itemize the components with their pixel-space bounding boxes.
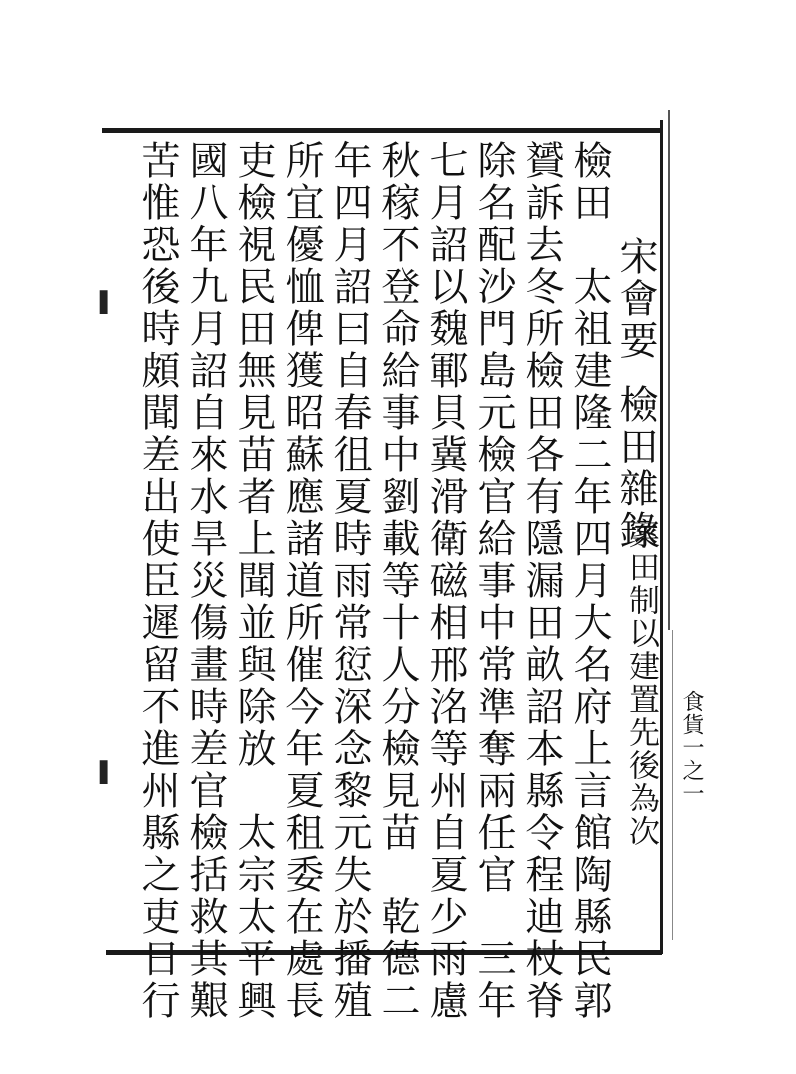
text-column-3: 除名配沙門島元檢官給事中常準奪兩任官 三年 (471, 140, 516, 1022)
outer-right-border-line (668, 110, 670, 630)
fold-label: 食貨一之一 (679, 690, 704, 805)
title-line: 宋會要 (613, 236, 658, 362)
section-subtitle: 案田制以建置先後為次 (623, 518, 659, 848)
text-column-2: 贇訴去冬所檢田各有隱漏田畝詔本縣令程迪杖脊 (519, 140, 564, 1022)
text-column-1: 檢田 太祖建隆二年四月大名府上言館陶縣民郭 (567, 140, 612, 1022)
text-column-6: 年四月詔曰自春徂夏時雨常愆深念黎元失於播殖 (327, 140, 372, 1022)
text-column-5: 秋稼不登命給事中劉載等十人分檢見苗 乾德二 (375, 140, 420, 1022)
section-heading: 檢田雜錄 (613, 384, 658, 552)
top-border-line (102, 128, 662, 133)
margin-ink-mark-lower: ▌ (100, 760, 116, 784)
margin-ink-mark: ▌ (100, 290, 116, 314)
text-column-9: 國八年九月詔自來水旱災傷畫時差官檢括救其艱 (183, 140, 228, 1022)
text-column-4: 七月詔以魏鄆貝冀滑衛磁相邢洺等州自夏少雨慮 (423, 140, 468, 1022)
text-column-10: 苦惟恐後時頗聞差出使臣遲留不進州縣之吏日行 (135, 140, 180, 1022)
text-column-7: 所宜優恤俾獲昭蘇應諸道所催今年夏租委在處長 (279, 140, 324, 1022)
text-column-8: 吏檢視民田無見苗者上聞並與除放 太宗太平興 (231, 140, 276, 1022)
